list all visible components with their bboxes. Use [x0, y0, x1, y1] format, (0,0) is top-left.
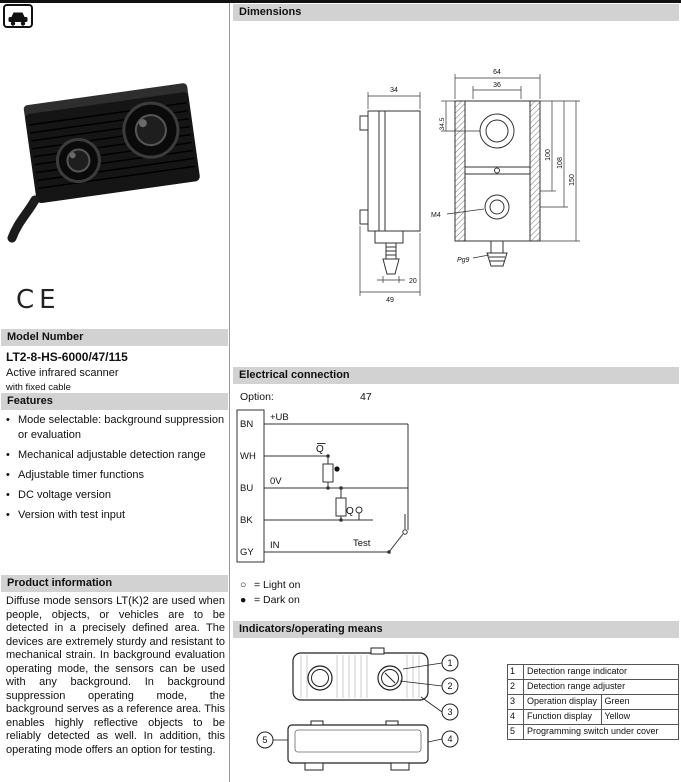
row-value: Green — [601, 695, 679, 710]
wire-label-gy: GY — [240, 547, 254, 558]
row-number: 4 — [508, 710, 524, 725]
callout-3: 3 — [447, 707, 453, 717]
bullet-icon: • — [6, 489, 10, 501]
cable — [12, 200, 35, 238]
wire-label-bu: BU — [240, 483, 254, 494]
dim-label-34: 34 — [390, 87, 398, 94]
front-view — [455, 101, 540, 266]
light-on-circle — [356, 507, 362, 513]
row-description: Detection range indicator — [524, 665, 679, 680]
callout-2: 2 — [447, 681, 453, 691]
dim-label-pg9: Pg9 — [457, 257, 470, 264]
wire-label-bn: BN — [240, 419, 254, 430]
dim-label-150: 150 — [569, 174, 576, 186]
terminal-label-in: IN — [270, 540, 280, 551]
row-value: Yellow — [601, 710, 679, 725]
section-header-model-number: Model Number — [1, 329, 228, 346]
dim-label-34-5: 34.5 — [439, 117, 446, 131]
feature-item — [6, 488, 225, 503]
side-view-dim-lines — [360, 92, 420, 296]
dim-label-108: 108 — [557, 157, 564, 169]
indicators-drawing — [243, 645, 493, 782]
dim-label-m4: M4 — [431, 212, 441, 219]
bullet-icon: • — [6, 414, 10, 426]
light-on-symbol: ○ — [240, 579, 247, 591]
model-number-value: LT2-8-HS-6000/47/115 — [6, 350, 128, 364]
section-header-features: Features — [1, 393, 228, 410]
legend-dark-on — [240, 593, 300, 608]
table-row — [508, 695, 679, 710]
section-header-dimensions: Dimensions — [233, 4, 679, 21]
table-row — [508, 725, 679, 740]
row-description: Detection range adjuster — [524, 680, 679, 695]
option-row — [240, 391, 440, 403]
ce-mark: CE — [16, 285, 61, 315]
feature-text: Mechanical adjustable detection range — [18, 449, 206, 461]
feature-item — [6, 468, 225, 483]
indicator-side-view — [288, 721, 428, 770]
feature-text: Adjustable timer functions — [18, 469, 144, 481]
output-label-q: Q — [346, 506, 354, 517]
dim-label-36: 36 — [493, 82, 501, 89]
table-row — [508, 710, 679, 725]
sensor-body — [23, 83, 200, 204]
section-header-indicators: Indicators/operating means — [233, 621, 679, 638]
wires — [264, 424, 408, 552]
bullet-icon: • — [6, 509, 10, 521]
output-label-qbar: Q — [316, 444, 324, 455]
bullet-icon: • — [6, 449, 10, 461]
legend-light-on — [240, 578, 300, 593]
terminal-label-0v: 0V — [270, 476, 282, 487]
callout-5: 5 — [262, 735, 268, 745]
feature-item — [6, 413, 225, 443]
callout-4: 4 — [447, 734, 453, 744]
model-variant: with fixed cable — [6, 382, 71, 393]
features-list — [6, 413, 225, 528]
top-rule — [0, 0, 681, 3]
feature-text: Version with test input — [18, 509, 126, 521]
section-header-electrical-connection: Electrical connection — [233, 367, 679, 384]
test-contact — [403, 530, 407, 534]
dimensions-drawing — [233, 24, 679, 367]
terminal-label-ub: +UB — [270, 412, 289, 423]
feature-text: DC voltage version — [18, 489, 111, 501]
indicators-table — [507, 664, 679, 740]
product-photo — [5, 48, 220, 248]
feature-item — [6, 448, 225, 463]
dim-label-64: 64 — [493, 69, 501, 76]
section-header-product-information: Product information — [1, 575, 228, 592]
row-description: Operation display — [524, 695, 602, 710]
feature-item — [6, 508, 225, 523]
option-label: Option: — [240, 391, 274, 403]
row-number: 3 — [508, 695, 524, 710]
dim-label-100: 100 — [545, 149, 552, 161]
wiring-diagram — [233, 406, 553, 579]
indicator-top-view — [293, 648, 428, 700]
callout-1: 1 — [447, 658, 453, 668]
table-row — [508, 665, 679, 680]
product-information-text: Diffuse mode sensors LT(K)2 are used when people, objects, or vehicles are to be detected in a precisely defined area. The devices are extremely sturdy and resistant to mechanical strain. In background evaluation operating mode, the sensors can be used with any background. In background suppression operating mode, the background serves as a reference area. This enables highly reflective objects to be reliably detected as well. In addition, this operating mode offers an option for testing. — [6, 595, 225, 756]
dim-label-20: 20 — [409, 278, 417, 285]
vehicle-detection-icon — [3, 4, 33, 33]
row-description: Function display — [524, 710, 602, 725]
side-view — [360, 111, 420, 274]
switching-legend — [240, 578, 300, 608]
dark-on-symbol: ● — [240, 594, 247, 606]
model-type: Active infrared scanner — [6, 367, 119, 379]
dark-on-dot — [334, 466, 339, 471]
legend-light-text: = Light on — [254, 579, 301, 591]
wire-label-wh: WH — [240, 451, 256, 462]
option-value: 47 — [360, 391, 372, 403]
table-row — [508, 680, 679, 695]
wire-label-bk: BK — [240, 515, 253, 526]
row-number: 5 — [508, 725, 524, 740]
row-number: 2 — [508, 680, 524, 695]
dim-label-49: 49 — [386, 297, 394, 304]
bullet-icon: • — [6, 469, 10, 481]
feature-text: Mode selectable: background suppression or evaluation — [18, 414, 225, 441]
test-label: Test — [353, 538, 371, 549]
column-divider — [229, 3, 230, 782]
row-number: 1 — [508, 665, 524, 680]
legend-dark-text: = Dark on — [254, 594, 300, 606]
row-description: Programming switch under cover — [524, 725, 679, 740]
